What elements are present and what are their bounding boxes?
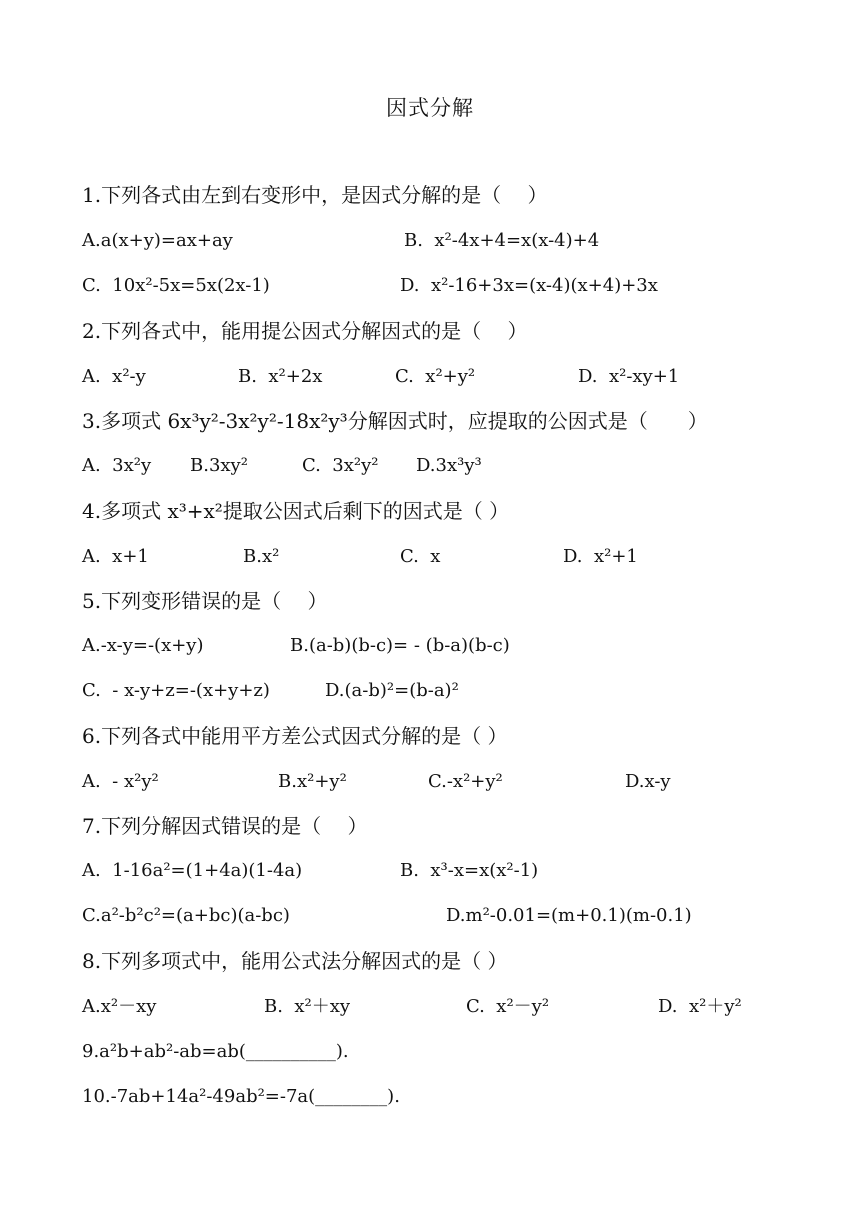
question-8-option-a: A.x²－xy [82,996,157,1017]
question-4-option-a: A. x+1 [82,546,149,567]
fill-in-question-10: 10.-7ab+14a²-49ab²=-7a(________). [82,1086,400,1107]
question-7-option-c: C.a²-b²c²=(a+bc)(a-bc) [82,905,290,926]
question-6-option-d: D.x-y [625,771,671,792]
question-3-option-b: B.3xy² [190,455,248,476]
question-6-option-c: C.-x²+y² [428,771,503,792]
question-5-option-c: C. - x-y+z=-(x+y+z) [82,680,270,701]
document-title: 因式分解 [386,96,474,120]
question-6-option-a: A. - x²y² [82,771,159,792]
question-6-option-b: B.x²+y² [278,771,347,792]
question-8-option-b: B. x²＋xy [264,996,351,1017]
question-1-option-d: D. x²-16+3x=(x-4)(x+4)+3x [400,275,658,296]
question-4-option-d: D. x²+1 [563,546,638,567]
question-2-option-c: C. x²+y² [395,366,476,387]
question-4-option-b: B.x² [243,546,280,567]
question-8-option-c: C. x²－y² [466,996,550,1017]
question-7-stem: 7.下列分解因式错误的是（ ） [82,814,368,838]
question-1-stem: 1.下列各式由左到右变形中，是因式分解的是（ ） [82,183,548,207]
question-2-option-d: D. x²-xy+1 [578,366,680,387]
question-8-stem: 8.下列多项式中，能用公式法分解因式的是（ ） [82,949,508,973]
question-6-stem: 6.下列各式中能用平方差公式因式分解的是（ ） [82,724,508,748]
question-3-stem: 3.多项式 6x³y²-3x²y²-18x²y³分解因式时，应提取的公因式是（ ） [82,409,708,433]
fill-in-question-9: 9.a²b+ab²-ab=ab(__________). [82,1041,349,1062]
question-2-option-b: B. x²+2x [238,366,323,387]
question-3-option-d: D.3x³y³ [416,455,482,476]
question-7-option-b: B. x³-x=x(x²-1) [400,860,539,881]
question-7-option-d: D.m²-0.01=(m+0.1)(m-0.1) [446,905,692,926]
question-2-option-a: A. x²-y [82,366,146,387]
question-5-option-a: A.-x-y=-(x+y) [82,635,204,656]
question-4-stem: 4.多项式 x³+x²提取公因式后剩下的因式是（ ） [82,499,510,523]
question-1-option-a: A.a(x+y)=ax+ay [82,230,233,251]
question-5-option-b: B.(a-b)(b-c)= - (b-a)(b-c) [290,635,510,656]
question-5-stem: 5.下列变形错误的是（ ） [82,589,328,613]
question-4-option-c: C. x [400,546,441,567]
question-2-stem: 2.下列各式中，能用提公因式分解因式的是（ ） [82,319,528,343]
question-3-option-c: C. 3x²y² [302,455,379,476]
question-8-option-d: D. x²＋y² [658,996,742,1017]
question-7-option-a: A. 1-16a²=(1+4a)(1-4a) [82,860,303,881]
question-1-option-b: B. x²-4x+4=x(x-4)+4 [404,230,600,251]
question-1-option-c: C. 10x²-5x=5x(2x-1) [82,275,270,296]
question-5-option-d: D.(a-b)²=(b-a)² [325,680,459,701]
question-3-option-a: A. 3x²y [82,455,152,476]
